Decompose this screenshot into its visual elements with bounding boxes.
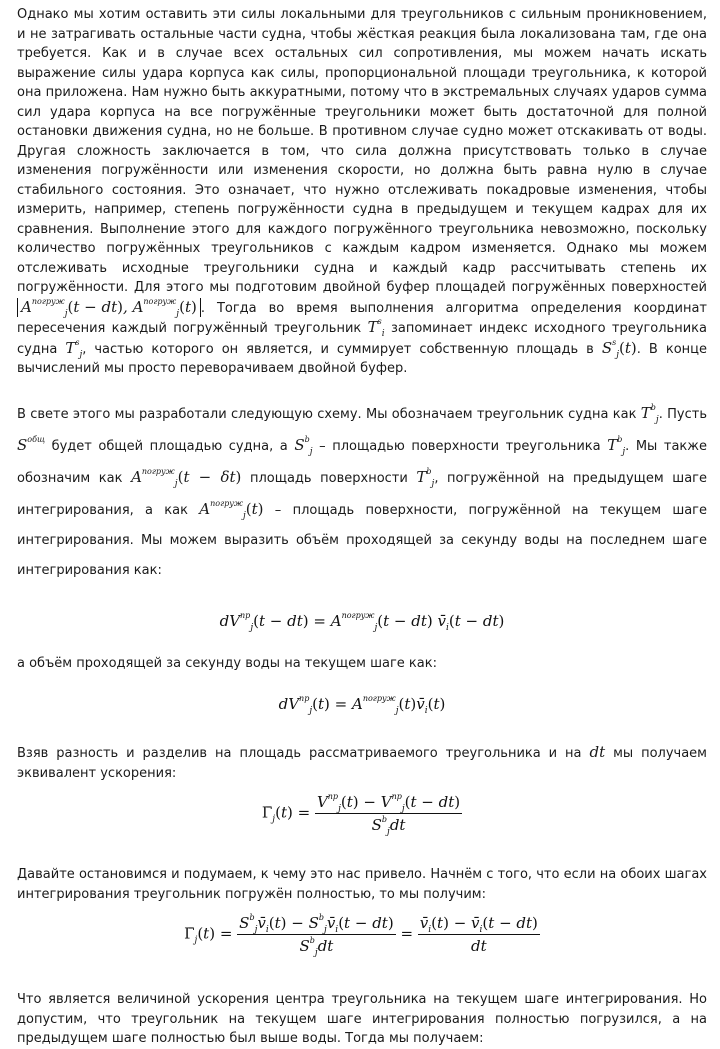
math-dt: dt xyxy=(589,743,606,761)
paragraph-scheme xyxy=(17,398,707,586)
p2-text-e: . Мы также обозначим как xyxy=(17,438,707,486)
p1-text-e: . В конце вычислений мы просто переворачиваем двойной буфер. xyxy=(17,341,707,376)
math-S-j-s-t: $S^s_j(t)$ xyxy=(601,337,637,360)
equation-acceleration-full: $\Gammā_j(t)$ = $\frac{S^b_jv̄_i(t) - S^b_jv̄_i(t - dt)}{S^b_jdt}$ = $\frac{v̄_i(t) - v̄_i(t - dt)}{dt}$ xyxy=(184,913,538,958)
math-T-j-b: $T^b_j$ xyxy=(640,402,659,425)
p4-text-b: мы получаем эквивалент ускорения: xyxy=(17,746,707,781)
math-T-j-b-3: $T^b_j$ xyxy=(416,466,435,489)
p4-text-a: Взяв разность и разделив на площадь рассматриваемого треугольника и на xyxy=(17,746,582,761)
p2-text-d: – площадью поверхности треугольника xyxy=(319,438,601,454)
math-T-i-s: $T^s_i$ xyxy=(367,317,385,339)
p2-text-b: . Пусть xyxy=(658,406,707,422)
p1-text-d: , частью которого он является, и суммирует собственную площадь в xyxy=(82,341,594,357)
equation-volume-current: $dV^{пр}_j(t)$ = $A^{погруж}_j(t)v̄_i(t)$ xyxy=(278,694,446,716)
math-S-j-b: $S^b_j$ xyxy=(294,434,313,457)
paragraph-partial-submersion: Что является величиной ускорения центра треугольника на текущем шаге интегрирования. Но допустим, что треугольник на текущем шаге интегрирования полностью погрузился, а на предыдущем шаге полностью был выше воды. Тогда мы получаем: xyxy=(17,992,707,1046)
p2-text-c: будет общей площадью судна, а xyxy=(51,438,288,454)
equation-volume-previous: $dV^{пр}_j(t - dt) = A^{погруж}_j(t - dt)$ $v̄_i(t - dt)$ xyxy=(219,610,505,633)
math-T-j-s: $T^s_j$ xyxy=(65,337,83,360)
p1-text-b: . Тогда во время выполнения алгоритма определения координат пересечения каждый погружённый треугольник xyxy=(17,300,707,336)
math-A-cur: $A^{погруж}_j(t)$ xyxy=(199,498,264,521)
p1-text-c: запоминает индекс исходного треугольника судна xyxy=(17,321,707,357)
equation-acceleration: $\Gammā_j(t)$ = $\frac{V^{пр}_j(t) - V^{пр}_j(t - dt)}{S^b_jdt}$ xyxy=(261,792,461,837)
p2-text-f: площадь поверхности xyxy=(249,470,408,486)
p1-text: Однако мы хотим оставить эти силы локальными для треугольников с сильным проникновением, и не затрагивать остальные части судна, чтобы жёсткая реакция была локализована там, где она требуется. Как и в случае всех остальных сил сопротивления, мы можем начать искать выражение силы удара корпуса как силы, пропорциональной площади треугольника, к которой она приложена. Нам нужно быть аккуратными, потому что в экстремальных случаях ударов сумма сил удара корпуса на все погружённые треугольники может быть достаточной для полной остановки движения судна, но не больше. В противном случае судно может отскакивать от воды. Другая сложность заключается в том, что сила должна присутствовать только в случае изменения погружённости или изменения скорости, но должна быть равна нулю в случае стабильного состояния. Это означает, что нужно отслеживать покадровые изменения, чтобы измерить, например, степень погружённости судна в предыдущем и текущем кадрах для их сравнения. Выполнение этого для каждого погружённого треугольника невозможно, поскольку количество погружённых треугольников с каждым кадром изменяется. Однако мы можем отслеживать исходные треугольники судна и каждый кадр рассчитывать степень их погружённости. Для этого мы подготовим двойной буфер площадей погружённых поверхностей xyxy=(17,7,707,295)
paragraph-volume-current: а объём проходящей за секунду воды на текущем шаге как: xyxy=(17,655,437,671)
paragraph-hull-slamming xyxy=(17,0,707,379)
p2-text-h: – площадь поверхности, погружённой на текущем шаге интегрирования. Мы можем выразить объём проходящей за секунду воды на последнем шаге интегрирования как: xyxy=(17,502,708,578)
math-double-buffer: $A^{погруж}_j(t - dt)$, $A^{погруж}_j(t)$ xyxy=(17,298,201,316)
paragraph-difference xyxy=(17,743,707,783)
math-S-total: $S^{общ}$ xyxy=(17,434,45,454)
article xyxy=(17,0,707,1049)
p2-text-a: В свете этого мы разработали следующую схему. Мы обозначаем треугольник судна как xyxy=(17,406,637,422)
math-A-prev: $A^{погруж}_j(t - \delta t)$ xyxy=(131,466,242,489)
paragraph-full-submersion: Давайте остановимся и подумаем, к чему это нас привело. Начнём с того, что если на обоих шагах интегрирования треугольник погружён полностью, то мы получим: xyxy=(17,867,707,902)
p2-text-g: , погружённой на предыдущем шаге интегрирования, а как xyxy=(17,470,707,518)
math-T-j-b-2: $T^b_j$ xyxy=(607,434,626,457)
